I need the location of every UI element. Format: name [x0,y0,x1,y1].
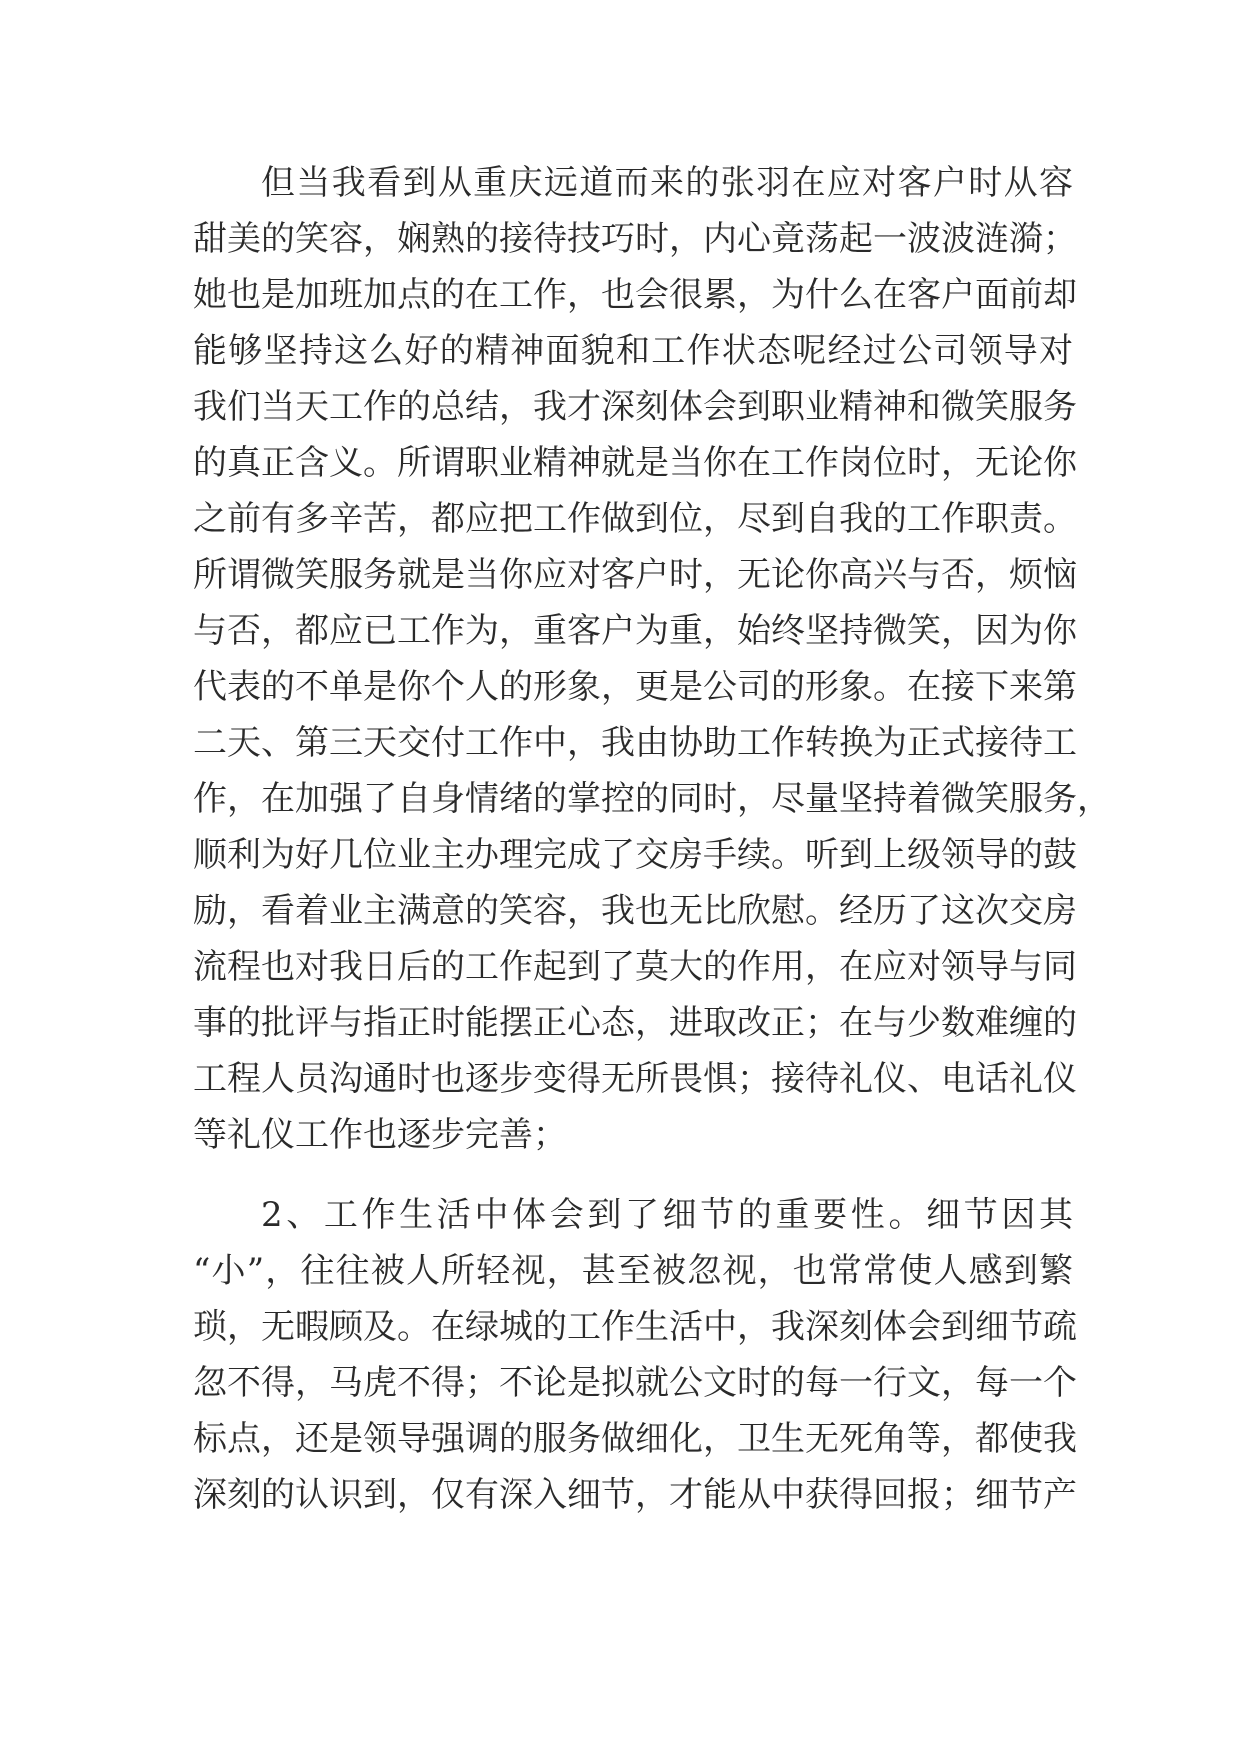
text-line: 事的批评与指正时能摆正心态，进取改正；在与少数难缠的 [193,1003,1077,1043]
text-line: 甜美的笑容，娴熟的接待技巧时，内心竟荡起一波波涟漪； [193,219,1077,259]
document-body [193,155,1111,1523]
text-line: 深刻的认识到，仅有深入细节，才能从中获得回报；细节产 [193,1475,1077,1515]
text-line: 2、工作生活中体会到了细节的重要性。细节因其 [261,1195,1073,1235]
text-line: 我们当天工作的总结，我才深刻体会到职业精神和微笑服务 [193,387,1077,427]
paragraph-1 [193,155,1111,1163]
text-line: 能够坚持这么好的精神面貌和工作状态呢经过公司领导对 [193,331,1073,371]
text-line: 琐，无暇顾及。在绿城的工作生活中，我深刻体会到细节疏 [193,1307,1077,1347]
text-line: 标点，还是领导强调的服务做细化，卫生无死角等，都使我 [193,1419,1077,1459]
text-line: 等礼仪工作也逐步完善； [193,1115,567,1155]
paragraph-gap [193,1163,1073,1187]
text-line: 代表的不单是你个人的形象，更是公司的形象。在接下来第 [193,667,1077,707]
text-line: 但当我看到从重庆远道而来的张羽在应对客户时从容 [261,163,1073,203]
text-line: 的真正含义。所谓职业精神就是当你在工作岗位时，无论你 [193,443,1077,483]
text-line: 之前有多辛苦，都应把工作做到位，尽到自我的工作职责。 [193,499,1077,539]
text-line: 顺利为好几位业主办理完成了交房手续。听到上级领导的鼓 [193,835,1077,875]
paragraph-2 [193,1187,1077,1523]
text-line: 所谓微笑服务就是当你应对客户时，无论你高兴与否，烦恼 [193,555,1077,595]
text-line: 二天、第三天交付工作中，我由协助工作转换为正式接待工 [193,723,1077,763]
text-line: 她也是加班加点的在工作，也会很累，为什么在客户面前却 [193,275,1077,315]
text-line: 励，看着业主满意的笑容，我也无比欣慰。经历了这次交房 [193,891,1077,931]
text-line: 忽不得，马虎不得；不论是拟就公文时的每一行文，每一个 [193,1363,1077,1403]
text-line: “小”，往往被人所轻视，甚至被忽视，也常常使人感到繁 [193,1251,1073,1291]
text-line: 与否，都应已工作为，重客户为重，始终坚持微笑，因为你 [193,611,1077,651]
text-line: 流程也对我日后的工作起到了莫大的作用，在应对领导与同 [193,947,1077,987]
text-line: 工程人员沟通时也逐步变得无所畏惧；接待礼仪、电话礼仪 [193,1059,1077,1099]
text-line: 作，在加强了自身情绪的掌控的同时，尽量坚持着微笑服务， [193,779,1111,819]
